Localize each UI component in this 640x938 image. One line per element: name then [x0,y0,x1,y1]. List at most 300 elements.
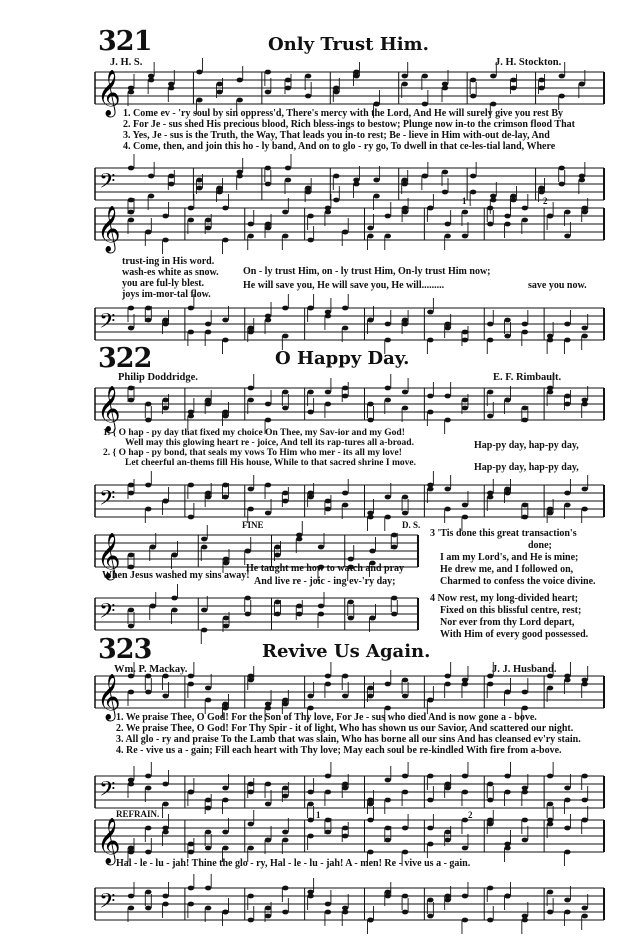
note-head [444,222,450,227]
note-head [162,802,168,807]
note-head [547,214,553,219]
note-head [274,553,280,558]
note-head [248,507,254,512]
note-head [188,886,194,891]
note-head [564,394,570,399]
verse-line: 3. Yes, Je - sus is the Truth, the Way, That leads you in-to rest; Be - lieve in Him with-out de-lay, And [123,130,550,141]
note-head [307,306,313,311]
note-head [274,600,280,605]
note-head [564,898,570,903]
note-head [162,398,168,403]
note-head [487,682,493,687]
verse-line: 4. Come, then, and join this ho - ly band, And on to glo - ry go, To dwell in that ce-les-tial land, Where [123,141,556,152]
note-head [487,390,493,395]
note-head [444,674,450,679]
note-head [462,406,468,411]
note-head [582,487,588,492]
note-head [487,495,493,500]
note-head [307,834,313,839]
note-head [559,166,565,171]
note-head [373,102,379,107]
note-head [145,826,151,831]
fine-mark: FINE [242,520,264,530]
note-head [402,495,408,500]
note-head [128,326,134,331]
treble-clef-icon: 𝄞 [97,818,121,864]
note-head [307,790,313,795]
note-head [196,186,202,191]
stanza-line: With Him of every good possessed. [440,629,589,640]
note-head [564,503,570,508]
note-head [188,790,194,795]
bass-clef-icon: 𝄢 [99,169,116,199]
note-head [402,694,408,699]
note-head [462,210,468,215]
note-head [188,414,194,419]
note-head [367,418,373,423]
note-head [216,186,222,191]
note-head [248,222,254,227]
note-head [367,850,373,855]
treble-clef-icon: 𝄞 [97,206,121,252]
note-head [128,491,134,496]
note-head [205,330,211,335]
note-head [282,910,288,915]
note-head [307,802,313,807]
note-head [162,782,168,787]
note-head [547,686,553,691]
verse-line: Well may this glowing heart re - joice, And tell its rap-tures all a-broad. [125,438,414,448]
note-head [342,306,348,311]
note-head [248,326,254,331]
note-head [385,214,391,219]
note-head [205,226,211,231]
note-head [265,70,271,75]
note-head [470,190,476,195]
verse-line: 3. All glo - ry and praise To the Lamb that was slain, Who has borne all our sins And has cleansed ev'ry stain. [116,734,581,745]
note-head [128,906,134,911]
note-head [205,830,211,835]
note-head [582,774,588,779]
note-head [201,545,207,550]
note-head [162,499,168,504]
note-head [504,214,510,219]
note-head [522,515,528,520]
note-head [282,794,288,799]
note-head [128,894,134,899]
note-head [222,338,228,343]
refrain-line: He taught me how to watch and pray [246,563,405,574]
note-head [318,612,324,617]
note-head [564,234,570,239]
note-head [265,838,271,843]
note-head [223,616,229,621]
verse-block [116,712,581,756]
note-head [547,390,553,395]
note-head [490,102,496,107]
note-head [582,906,588,911]
note-head [402,678,408,683]
note-head [487,918,493,923]
note-head [128,624,134,629]
note-head [205,886,211,891]
note-head [128,782,134,787]
note-head [427,826,433,831]
note-head [547,890,553,895]
note-head [201,537,207,542]
note-head [462,338,468,343]
note-head [248,790,254,795]
note-head [564,338,570,343]
stanza-3 [430,528,596,588]
note-head [547,338,553,343]
stanza-line: I am my Lord's, and He is mine; [440,552,579,563]
note-head [162,406,168,411]
note-head [367,402,373,407]
note-head [196,98,202,103]
treble-clef-icon: 𝄞 [97,533,121,579]
note-head [201,628,207,633]
note-head [444,894,450,899]
note-head [422,174,428,179]
note-head [385,682,391,687]
stanza-line: He drew me, and I followed on, [440,564,574,575]
note-head [342,826,348,831]
note-head [282,334,288,339]
note-head [522,418,528,423]
note-head [342,694,348,699]
note-head [522,706,528,711]
note-head [248,398,254,403]
ending-line: wash-es white as snow. [122,267,219,278]
note-head [427,898,433,903]
note-head [223,624,229,629]
note-head [385,322,391,327]
note-head [470,174,476,179]
note-head [522,818,528,823]
note-head [265,402,271,407]
note-head [385,495,391,500]
treble-clef-icon: 𝄞 [97,674,121,720]
note-head [205,322,211,327]
note-head [222,702,228,707]
note-head [369,616,375,621]
note-head [522,690,528,695]
note-head [487,782,493,787]
note-head [307,214,313,219]
stanza-4 [430,593,588,641]
note-head [367,686,373,691]
note-head [367,318,373,323]
note-head [522,790,528,795]
note-head [487,798,493,803]
note-head [402,406,408,411]
note-head [353,70,359,75]
ds-mark: D. S. [402,520,421,530]
note-head [162,902,168,907]
note-head [391,533,397,538]
note-head [342,782,348,787]
note-head [248,918,254,923]
note-head [245,612,251,617]
note-head [367,226,373,231]
volta-1: 1 [316,810,321,820]
note-head [342,503,348,508]
note-head [325,674,331,679]
note-head [402,894,408,899]
note-head [470,78,476,83]
hymn-title: Revive Us Again. [262,641,431,662]
note-head [128,386,134,391]
note-head [216,82,222,87]
note-head [342,834,348,839]
note-head [248,822,254,827]
note-head [427,410,433,415]
note-head [522,330,528,335]
note-head [582,206,588,211]
note-head [145,690,151,695]
note-head [444,418,450,423]
note-head [487,222,493,227]
note-head [171,608,177,613]
volta-2: 2 [543,196,548,206]
hymn-title: O Happy Day. [275,348,410,369]
note-head [282,234,288,239]
note-head [282,210,288,215]
note-head [579,178,585,183]
note-head [559,74,565,79]
note-head [307,706,313,711]
note-head [510,78,516,83]
note-head [282,390,288,395]
note-head [547,507,553,512]
note-head [274,612,280,617]
note-head [444,322,450,327]
note-head [222,483,228,488]
note-head [318,545,324,550]
note-head [367,515,373,520]
note-head [402,74,408,79]
note-head [145,418,151,423]
note-head [171,596,177,601]
note-head [282,886,288,891]
note-head [504,774,510,779]
note-head [462,515,468,520]
note-head [402,390,408,395]
note-head [547,910,553,915]
note-head [168,86,174,91]
note-head [385,234,391,239]
note-head [582,798,588,803]
note-head [307,818,313,823]
note-head [342,386,348,391]
note-head [205,798,211,803]
note-head [385,798,391,803]
bass-clef-icon: 𝄢 [99,889,116,919]
note-head [444,782,450,787]
note-head [265,182,271,187]
note-head [325,390,331,395]
note-head [188,515,194,520]
note-head [348,600,354,605]
hymn-number: 322 [98,343,152,374]
note-head [222,786,228,791]
note-head [427,338,433,343]
note-head [367,234,373,239]
note-head [171,553,177,558]
note-head [237,78,243,83]
note-head [427,798,433,803]
note-head [427,206,433,211]
note-head [145,850,151,855]
note-head [265,318,271,323]
note-head [222,410,228,415]
note-head [333,86,339,91]
note-head [342,674,348,679]
note-head [248,386,254,391]
note-head [223,557,229,562]
note-head [188,902,194,907]
note-head [367,818,373,823]
note-head [487,322,493,327]
chorus-line: He will save you, He will save you, He will......... [243,280,445,291]
note-head [248,782,254,787]
note-head [188,206,194,211]
note-head [245,549,251,554]
note-head [188,483,194,488]
note-head [427,914,433,919]
note-head [325,682,331,687]
hymn-author: Wm. P. Mackay. [114,664,188,675]
chorus-ending: save you now. [528,280,587,291]
verse-line: 2. We praise Thee, O God! For Thy Spir - it of light, Who has shown us our Savior, And scattered our night. [116,723,574,734]
stanza-line: done; [528,540,552,551]
note-head [564,826,570,831]
note-head [265,802,271,807]
note-head [162,830,168,835]
note-head [462,918,468,923]
note-head [582,402,588,407]
note-head [285,86,291,91]
note-head [325,210,331,215]
note-head [265,914,271,919]
note-head [391,612,397,617]
note-head [582,507,588,512]
note-head [510,194,516,199]
note-head [265,483,271,488]
note-head [162,214,168,219]
note-head [307,491,313,496]
stanza-line: Fixed on this blissful centre, rest; [440,605,582,616]
note-head [559,182,565,187]
note-head [402,774,408,779]
note-head [325,402,331,407]
note-head [367,918,373,923]
note-head [444,234,450,239]
note-head [145,890,151,895]
note-head [385,838,391,843]
note-head [422,102,428,107]
note-head [342,394,348,399]
note-head [282,786,288,791]
note-head [168,182,174,187]
note-head [325,902,331,907]
note-head [282,306,288,311]
note-head [201,608,207,613]
note-head [427,698,433,703]
note-head [547,822,553,827]
note-head [285,166,291,171]
note-head [148,174,154,179]
note-head [522,838,528,843]
note-head [128,608,134,613]
note-head [325,790,331,795]
note-head [391,545,397,550]
verse-block [123,108,575,152]
note-head [504,222,510,227]
note-head [222,318,228,323]
note-head [296,612,302,617]
note-head [148,194,154,199]
note-head [205,806,211,811]
bass-clef-icon: 𝄢 [99,777,116,807]
note-head [504,318,510,323]
note-head [222,846,228,851]
note-head [188,850,194,855]
note-head [265,782,271,787]
note-head [145,774,151,779]
note-head [205,846,211,851]
note-head [145,306,151,311]
note-head [564,402,570,407]
note-head [402,82,408,87]
note-head [285,178,291,183]
note-head [145,507,151,512]
note-head [564,322,570,327]
note-head [205,686,211,691]
note-head [462,846,468,851]
note-head [538,86,544,91]
note-head [222,798,228,803]
note-head [150,604,156,609]
note-head [128,198,134,203]
note-head [248,487,254,492]
note-head [128,398,134,403]
refrain-line: And live re - joic - ing ev-'ry day; [254,576,396,587]
note-head [462,398,468,403]
hymn-title: Only Trust Him. [268,34,429,55]
note-head [237,174,243,179]
note-head [462,774,468,779]
refrain-line: Hap-py day, hap-py day, [474,440,579,451]
stanza-line: Charmed to confess the voice divine. [440,576,596,587]
note-head [547,774,553,779]
note-head [402,206,408,211]
note-head [564,850,570,855]
note-head [222,206,228,211]
note-head [325,830,331,835]
note-head [427,394,433,399]
note-head [282,499,288,504]
note-head [427,842,433,847]
note-head [504,790,510,795]
note-head [296,604,302,609]
hymn-number: 323 [98,634,152,665]
note-head [353,182,359,187]
note-head [462,330,468,335]
verse-line: 2. { O hap - py bond, that seals my vows To Him who mer - its all my love! [103,448,402,458]
note-head [504,398,510,403]
